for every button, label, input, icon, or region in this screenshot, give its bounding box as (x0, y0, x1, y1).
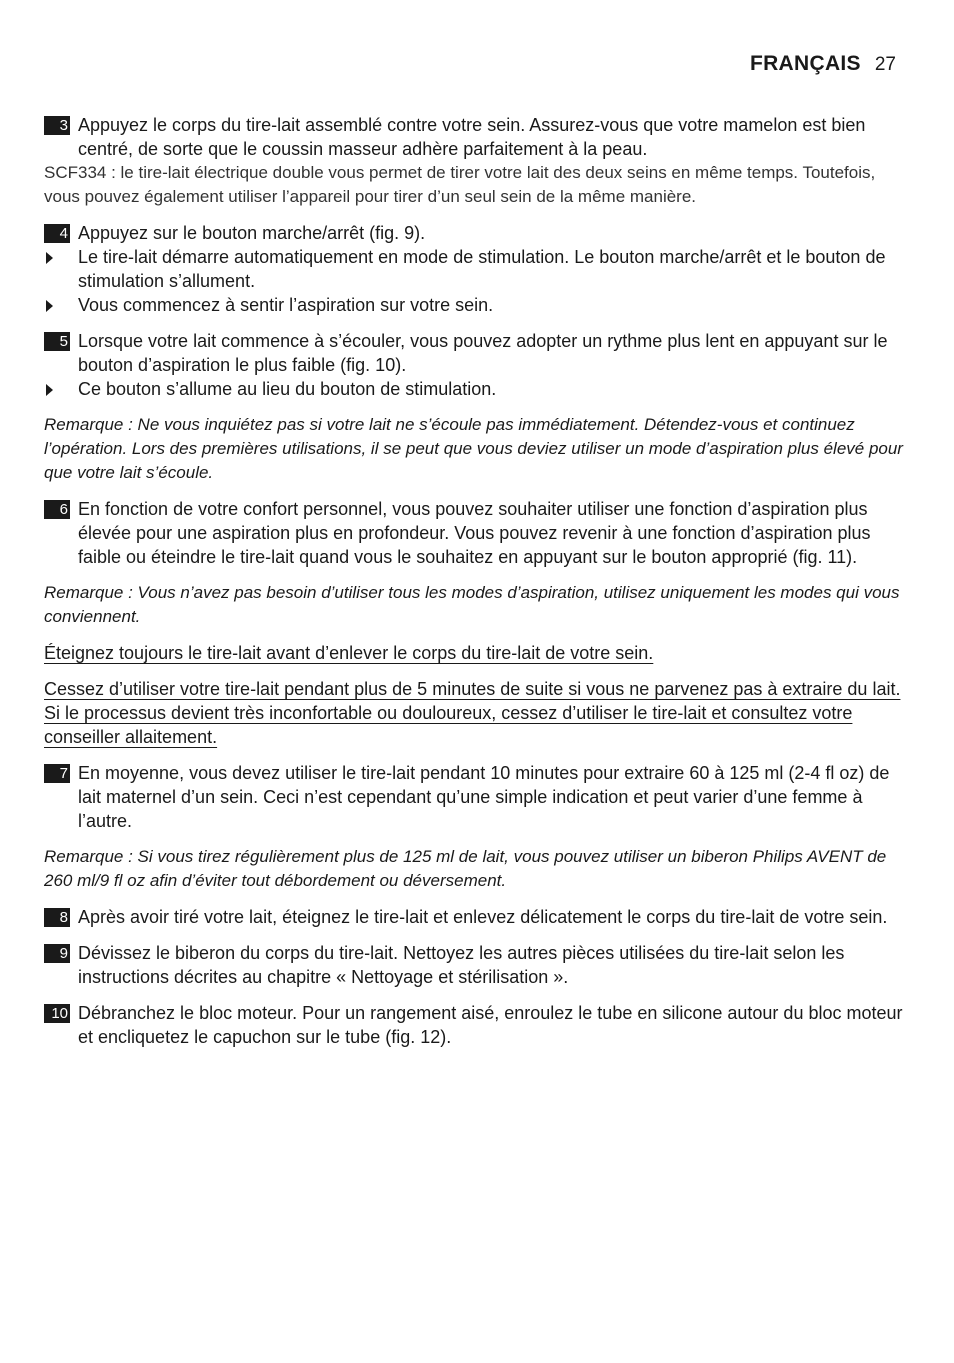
remark-note: Remarque : Si vous tirez régulièrement plus de 125 ml de lait, vous pouvez utiliser un biberon Philips AVENT de 260 ml/9 fl oz afin d’éviter tout débordement ou déversement. (44, 847, 887, 890)
step-text: Appuyez sur le bouton marche/arrêt (fig. 9). (78, 223, 426, 243)
step-4 (44, 221, 904, 245)
step-text: Dévissez le biberon du corps du tire-lait. Nettoyez les autres pièces utilisées du tire-lait selon les instructions décrites au chapitre « Nettoyage et stérilisation ». (78, 943, 845, 987)
model-note: SCF334 : le tire-lait électrique double vous permet de tirer votre lait des deux seins en même temps. Toutefois, vous pouvez également utiliser l’appareil pour tirer d’un seul sein de la même manière. (44, 163, 876, 206)
step-number-badge: 5 (44, 332, 70, 351)
bullet-item: Le tire-lait démarre automatiquement en mode de stimulation. Le bouton marche/arrêt et le bouton de stimulation s’allument. (44, 245, 904, 293)
step-text: Débranchez le bloc moteur. Pour un rangement aisé, enroulez le tube en silicone autour du bloc moteur et encliquetez le capuchon sur le tube (fig. 12). (78, 1003, 903, 1047)
step-number-badge: 3 (44, 116, 70, 135)
step-text: Après avoir tiré votre lait, éteignez le tire-lait et enlevez délicatement le corps du tire-lait de votre sein. (78, 907, 888, 927)
bullet-item: Ce bouton s’allume au lieu du bouton de stimulation. (44, 377, 904, 401)
step-number-badge: 7 (44, 764, 70, 783)
page-content (44, 113, 904, 1049)
step-8 (44, 905, 904, 929)
step-text: Lorsque votre lait commence à s’écouler, vous pouvez adopter un rythme plus lent en appuyant sur le bouton d’aspiration le plus faible (fig. 10). (78, 331, 888, 375)
bullet-triangle-icon (46, 300, 53, 312)
step-6 (44, 497, 904, 569)
step-3 (44, 113, 904, 161)
step-10 (44, 1001, 904, 1049)
bullet-triangle-icon (46, 384, 53, 396)
page-number: 27 (874, 54, 896, 75)
warning-text: Cessez d’utiliser votre tire-lait pendant plus de 5 minutes de suite si vous ne parvenez pas à extraire du lait. Si le processus devient très inconfortable ou douloureux, cessez d’utiliser le tire-lait et consultez votre conseiller allaitement. (44, 679, 901, 747)
step-number-badge: 9 (44, 944, 70, 963)
remark-note: Remarque : Vous n’avez pas besoin d’utiliser tous les modes d’aspiration, utilisez uniquement les modes qui vous conviennent. (44, 583, 900, 626)
remark-note: Remarque : Ne vous inquiétez pas si votre lait ne s’écoule pas immédiatement. Détendez-vous et continuez l’opération. Lors des premières utilisations, il se peut que vous deviez utiliser un mode d’aspiration plus élevé pour que votre lait s’écoule. (44, 415, 903, 482)
warning-text: Éteignez toujours le tire-lait avant d’enlever le corps du tire-lait de votre sein. (44, 643, 654, 663)
step-number-badge: 10 (44, 1004, 70, 1023)
step-text: En fonction de votre confort personnel, vous pouvez souhaiter utiliser une fonction d’aspiration plus élevée pour une aspiration plus en profondeur. Vous pouvez revenir à une fonction d’aspiration plus faible ou éteindre le tire-lait quand vous le souhaitez en appuyant sur le bouton approprié (fig. 11). (78, 499, 871, 567)
language-label: FRANÇAIS (749, 52, 861, 75)
step-text: En moyenne, vous devez utiliser le tire-lait pendant 10 minutes pour extraire 60 à 125 ml (2-4 fl oz) de lait maternel d’un sein. Ceci n’est cependant qu’une simple indication et peut varier d’une femme à l’autre. (78, 763, 890, 831)
step-number-badge: 6 (44, 500, 70, 519)
step-9 (44, 941, 904, 989)
step-number-badge: 4 (44, 224, 70, 243)
step-5 (44, 329, 904, 377)
bullet-triangle-icon (46, 252, 53, 264)
bullet-item: Vous commencez à sentir l’aspiration sur votre sein. (44, 293, 904, 317)
step-7 (44, 761, 904, 833)
step-text: Appuyez le corps du tire-lait assemblé contre votre sein. Assurez-vous que votre mamelon est bien centré, de sorte que le coussin masseur adhère parfaitement à la peau. (78, 115, 866, 159)
page-header (750, 52, 896, 76)
step-number-badge: 8 (44, 908, 70, 927)
